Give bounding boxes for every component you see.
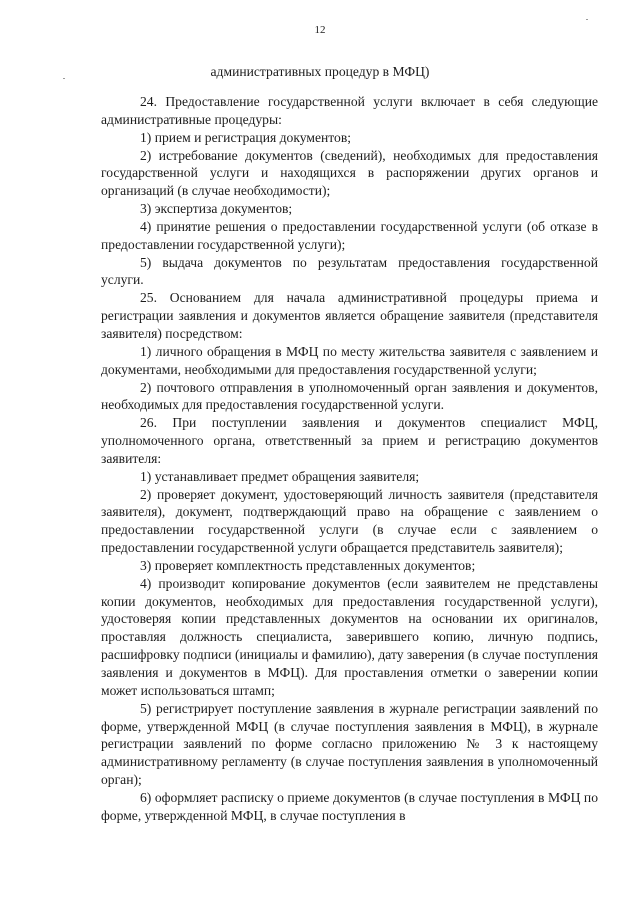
paragraph: 3) экспертиза документов; (140, 201, 293, 217)
paragraph: 6) оформляет расписку о приеме документов (в случае поступления в МФЦ по форме, утвержденной МФЦ, в случае поступления в (101, 789, 598, 823)
paragraph: 1) прием и регистрация документов; (140, 129, 352, 145)
paragraph: 25. Основанием для начала административной процедуры приема и регистрации заявления и документов является обращение заявителя (представителя заявителя) посредством: (101, 290, 598, 341)
paragraph: 5) выдача документов по результатам предоставления государственной услуги. (101, 254, 598, 288)
paragraph: 2) почтового отправления в уполномоченный орган заявления и документов, необходимых для предоставления государственной услуги. (101, 379, 598, 413)
document-body (101, 93, 598, 825)
paragraph: 3) проверяет комплектность представленных документов; (140, 557, 476, 573)
paragraph: 26. При поступлении заявления и документов специалист МФЦ, уполномоченного органа, ответственный за прием и регистрацию документов заявителя: (101, 415, 598, 466)
paragraph: 1) устанавливает предмет обращения заявителя; (140, 468, 420, 484)
paragraph: 4) производит копирование документов (если заявителем не представлены копии документов, необходимых для предоставления государственной услуги), удостоверяя копии представленных документов на основании их оригиналов, проставляя должность специалиста, заверившего копию, личную подпись, расшифровку подписи (инициалы и фамилию), дату заверения (в случае поступления заявления и документов в МФЦ). Для проставления отметки о заверении копии может использоваться штамп; (101, 575, 598, 698)
paragraph: 5) регистрирует поступление заявления в журнале регистрации заявлений по форме, утвержденной МФЦ (в случае поступления заявления в МФЦ), в журнале регистрации заявлений по форме согласно приложению № 3 к настоящему административному регламенту (в случае поступления заявления в уполномоченный орган); (101, 700, 598, 788)
header-continuation: административных процедур в МФЦ) (210, 64, 430, 79)
paragraph: 2) истребование документов (сведений), необходимых для предоставления государственной услуги и находящихся в распоряжении других органов и организаций (в случае необходимости); (101, 147, 598, 199)
scan-speck (586, 19, 588, 20)
paragraph: 24. Предоставление государственной услуги включает в себя следующие административные процедуры: (101, 94, 598, 127)
page-number: 12 (314, 24, 326, 36)
paragraph: 4) принятие решения о предоставлении государственной услуги (об отказе в предоставлении государственной услуги); (101, 218, 598, 252)
paragraph: 1) личного обращения в МФЦ по месту жительства заявителя с заявлением и документами, необходимыми для предоставления государственной услуги; (101, 343, 598, 377)
paragraph: 2) проверяет документ, удостоверяющий личность заявителя (представителя заявителя), документ, подтверждающий право на обращение с заявлением о предоставлении государственной услуги (в случае если с заявлением о предоставлении государственной услуги обращается представитель заявителя); (101, 486, 598, 556)
